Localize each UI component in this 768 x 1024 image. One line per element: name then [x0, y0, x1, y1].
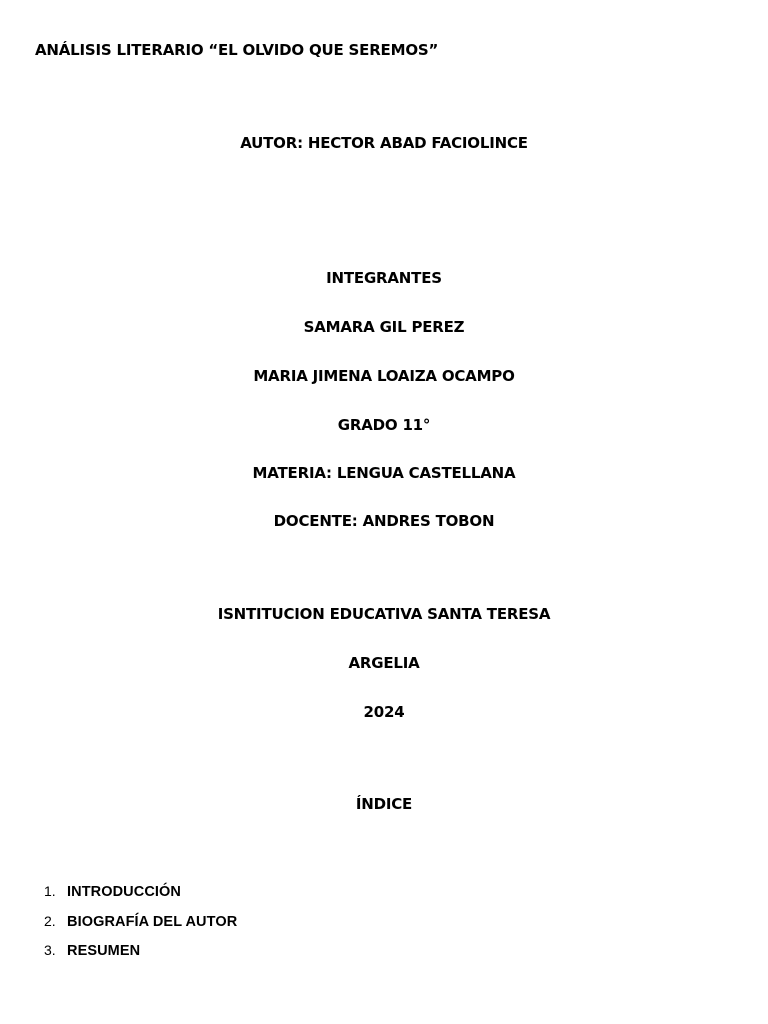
- year-line: 2024: [363, 703, 405, 721]
- members-heading: INTEGRANTES: [326, 269, 442, 287]
- index-item-label: RESUMEN: [67, 943, 141, 959]
- author-line: AUTOR: HECTOR ABAD FACIOLINCE: [240, 134, 528, 152]
- member-name: SAMARA GIL PEREZ: [303, 318, 465, 336]
- index-item-number: 2.: [44, 912, 56, 929]
- grade-line: GRADO 11°: [337, 416, 431, 434]
- index-heading: ÍNDICE: [355, 795, 413, 813]
- index-item-number: 3.: [44, 942, 56, 958]
- subject-line: MATERIA: LENGUA CASTELLANA: [252, 464, 516, 482]
- index-list: [44, 881, 237, 970]
- city-line: ARGELIA: [348, 654, 420, 672]
- index-item: [44, 940, 237, 970]
- index-item-label: BIOGRAFÍA DEL AUTOR: [67, 913, 238, 930]
- index-item: [44, 911, 237, 941]
- member-name: MARIA JIMENA LOAIZA OCAMPO: [253, 367, 515, 385]
- document-title: ANÁLISIS LITERARIO “EL OLVIDO QUE SEREMOS”: [35, 41, 439, 59]
- teacher-line: DOCENTE: ANDRES TOBON: [273, 512, 495, 530]
- index-item-label: INTRODUCCIÓN: [67, 884, 181, 900]
- index-item-number: 1.: [44, 883, 56, 899]
- institution-line: ISNTITUCION EDUCATIVA SANTA TERESA: [217, 605, 551, 623]
- index-item: [44, 881, 237, 911]
